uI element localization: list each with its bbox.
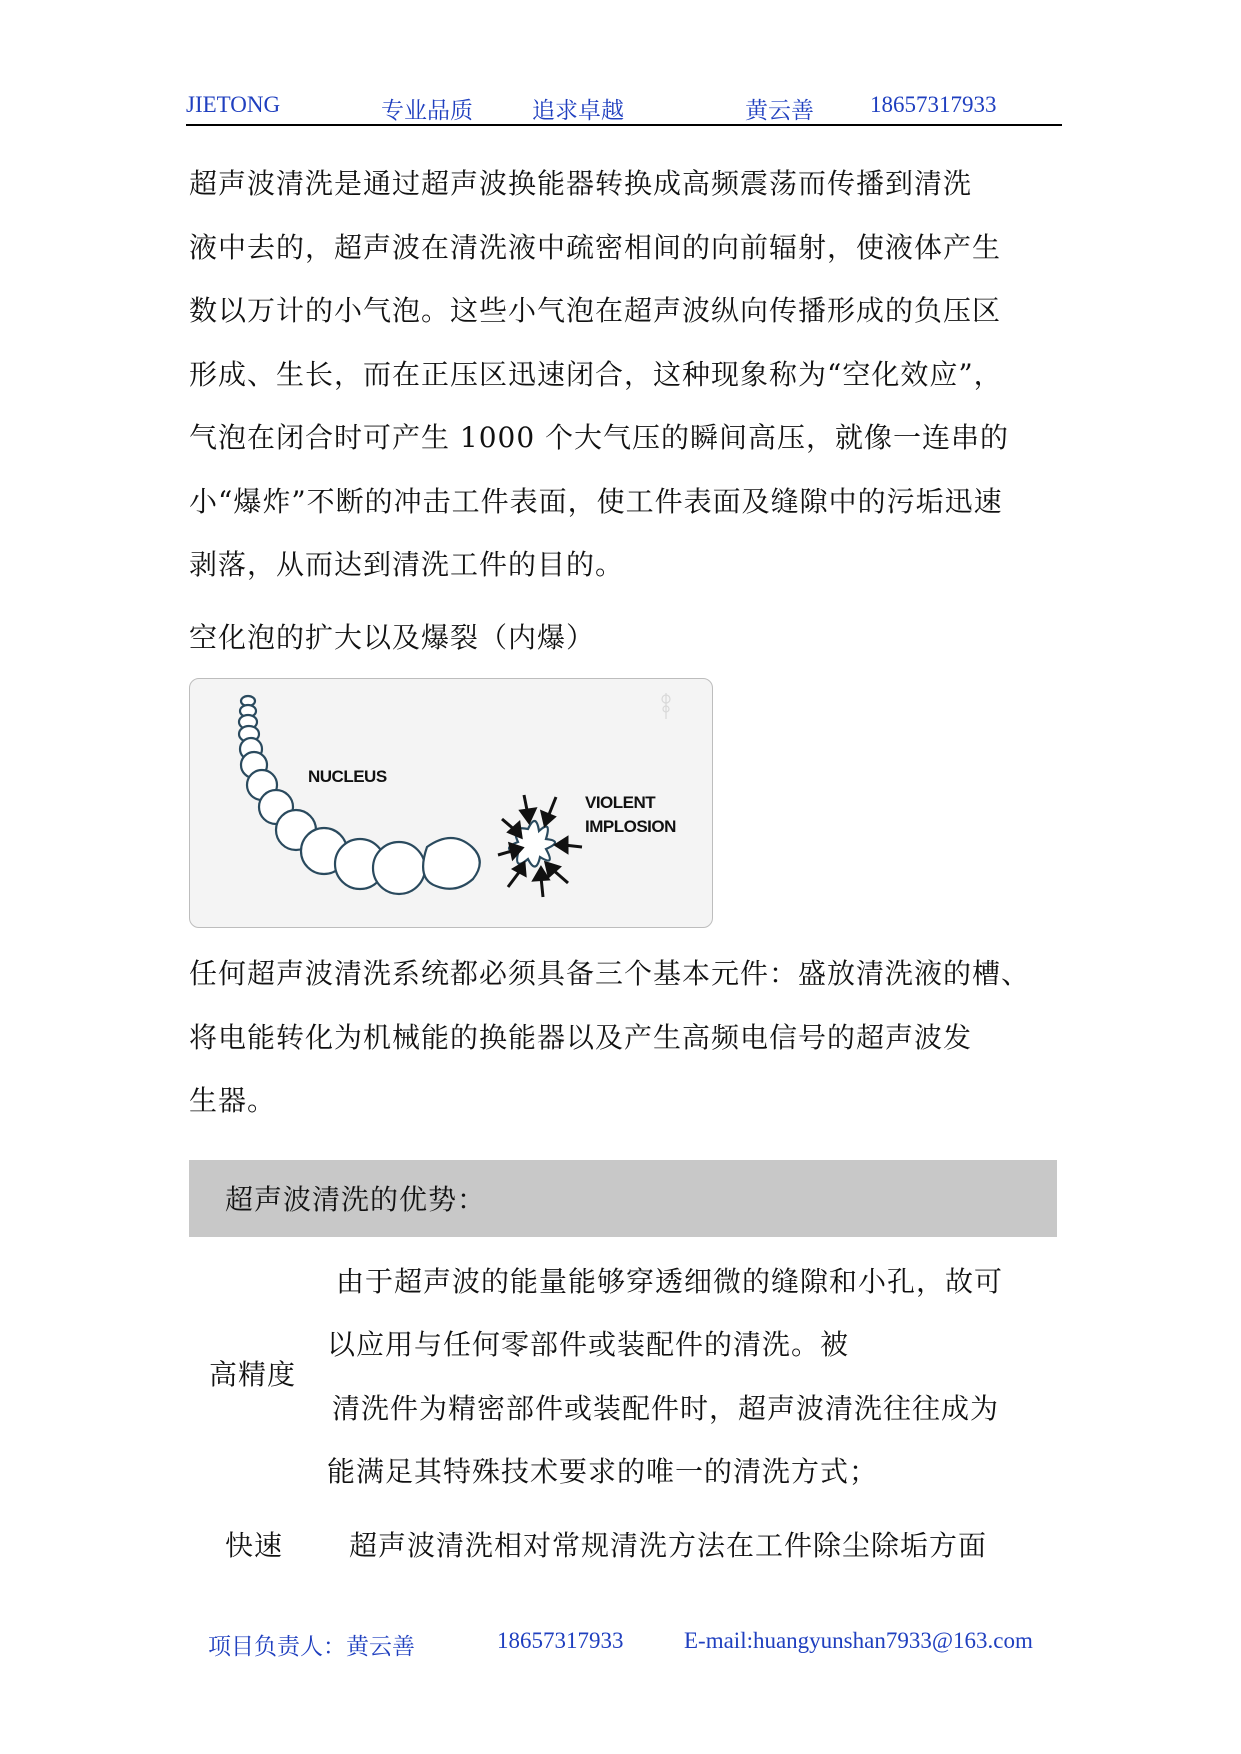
system-line: 将电能转化为机械能的换能器以及产生高频电信号的超声波发 [189, 1020, 973, 1054]
footer-manager: 项目负责人：黄云善 [208, 1634, 415, 1659]
bubble [373, 842, 425, 894]
advantage-text-line: 能满足其特殊技术要求的唯一的清洗方式； [327, 1455, 879, 1488]
cavitation-figure [189, 678, 713, 928]
label-implosion: IMPLOSION [585, 817, 676, 836]
deforming-bubble [423, 838, 480, 889]
header-contact-phone: 18657317933 [870, 92, 997, 117]
intro-line: 形成、生长，而在正压区迅速闭合，这种现象称为“空化效应”， [189, 357, 1003, 391]
intro-line: 液中去的，超声波在清洗液中疏密相间的向前辐射，使液体产生 [189, 230, 1002, 264]
intro-line: 剥落，从而达到清洗工件的目的。 [189, 548, 625, 581]
label-violent: VIOLENT [585, 793, 656, 812]
advantage-text-line: 超声波清洗相对常规清洗方法在工件除尘除垢方面 [349, 1529, 988, 1562]
intro-line: 小“爆炸”不断的冲击工件表面，使工件表面及缝隙中的污垢迅速 [189, 484, 1003, 518]
header-divider [186, 124, 1062, 126]
bubble-chain [239, 696, 555, 894]
intro-line: 超声波清洗是通过超声波换能器转换成高频震荡而传播到清洗 [189, 167, 973, 200]
system-line: 任何超声波清洗系统都必须具备三个基本元件：盛放清洗液的槽、 [189, 957, 1031, 990]
intro-line: 数以万计的小气泡。这些小气泡在超声波纵向传播形成的负压区 [189, 294, 1002, 327]
figure-caption: 空化泡的扩大以及爆裂（内爆） [189, 621, 596, 654]
advantage-label-precision: 高精度 [209, 1358, 297, 1391]
footer-phone: 18657317933 [497, 1628, 624, 1653]
system-paragraph [189, 942, 1069, 1133]
header-company: JIETONG [186, 92, 281, 117]
advantage-text-line: 由于超声波的能量能够穿透细微的缝隙和小孔，故可 [336, 1265, 1004, 1298]
advantage-text-line: 清洗件为精密部件或装配件时，超声波清洗往往成为 [332, 1392, 1000, 1425]
header-contact-name: 黄云善 [745, 98, 814, 123]
intro-line: 气泡在闭合时可产生 1000 个大气压的瞬间高压，就像一连串的 [189, 421, 1010, 454]
advantage-text-line: 以应用与任何零部件或装配件的清洗。被 [327, 1328, 850, 1361]
footer-email[interactable]: E-mail:huangyunshan7933@163.com [684, 1628, 1033, 1653]
watermark-mark [662, 693, 670, 719]
advantages-title: 超声波清洗的优势： [225, 1183, 487, 1216]
advantage-label-fast: 快速 [225, 1529, 284, 1562]
intro-paragraph [189, 152, 1069, 597]
header-slogan-quality: 专业品质 [381, 98, 473, 123]
header-slogan-excellence: 追求卓越 [532, 98, 624, 123]
label-nucleus: NUCLEUS [308, 767, 387, 786]
system-line: 生器。 [189, 1084, 277, 1117]
